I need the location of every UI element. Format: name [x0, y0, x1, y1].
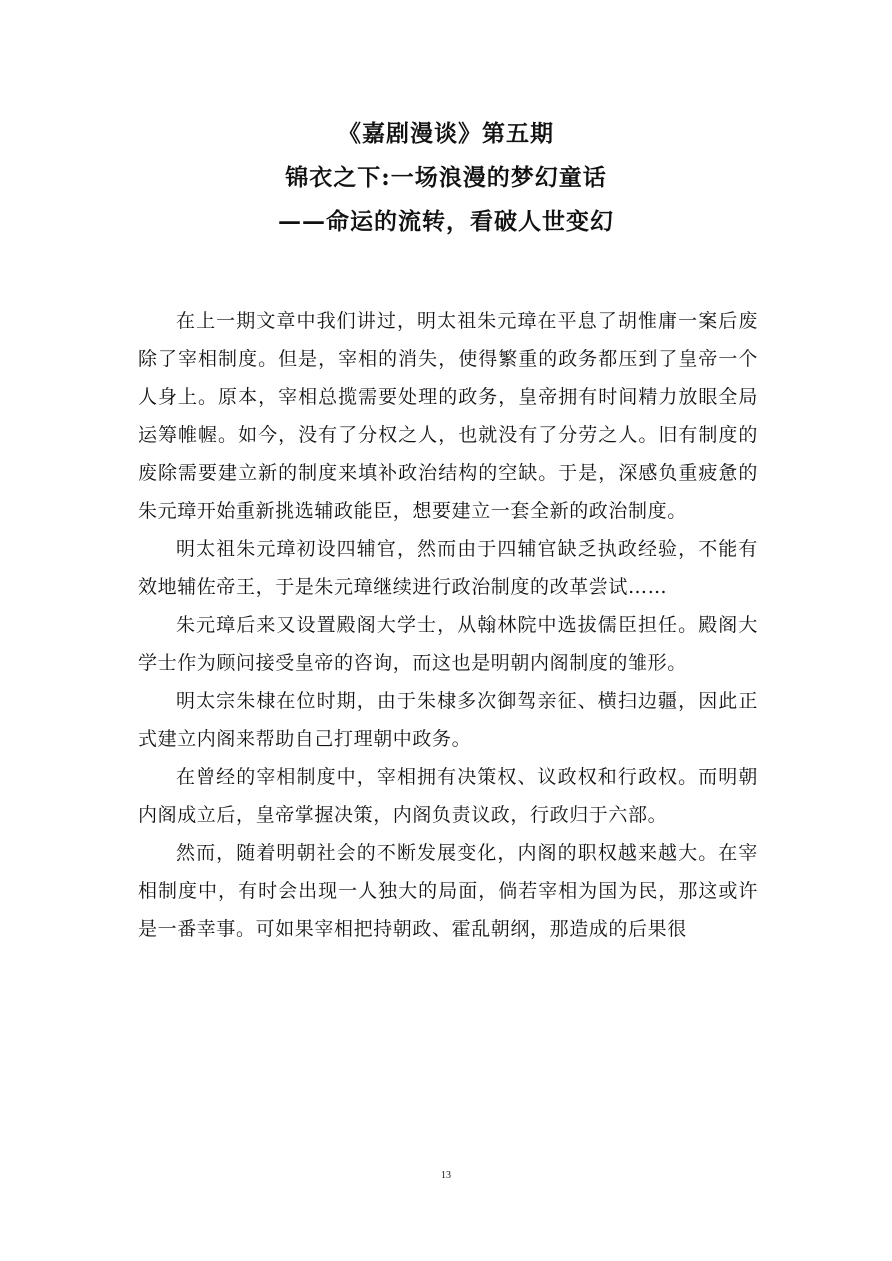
paragraph-5: 在曾经的宰相制度中，宰相拥有决策权、议政权和行政权。而明朝内阁成立后，皇帝掌握决策，内阁负责议政，行政归于六部。 [138, 766, 758, 826]
paragraph-6: 然而，随着明朝社会的不断发展变化，内阁的职权越来越大。在宰相制度中，有时会出现一人独大的局面，倘若宰相为国为民，那这或许是一番幸事。可如果宰相把持朝政、霍乱朝纲，那造成的后果很 [138, 842, 758, 940]
title-subtitle: ——命运的流转，看破人世变幻 [278, 208, 614, 235]
title-issue: 《嘉剧漫谈》第五期 [338, 120, 554, 147]
title-main: 锦衣之下:一场浪漫的梦幻童话 [285, 164, 607, 191]
title-block [0, 112, 892, 244]
page-number: 13 [441, 1170, 451, 1181]
paragraph-1: 在上一期文章中我们讲过，明太祖朱元璋在平息了胡惟庸一案后废除了宰相制度。但是，宰相的消失，使得繁重的政务都压到了皇帝一个人身上。原本，宰相总揽需要处理的政务，皇帝拥有时间精力放眼全局运筹帷幄。如今，没有了分权之人，也就没有了分劳之人。旧有制度的废除需要建立新的制度来填补政治结构的空缺。于是，深感负重疲惫的朱元璋开始重新挑选辅政能臣，想要建立一套全新的政治制度。 [138, 310, 758, 522]
paragraph-2: 明太祖朱元璋初设四辅官，然而由于四辅官缺乏执政经验，不能有效地辅佐帝王，于是朱元璋继续进行政治制度的改革尝试…… [138, 538, 758, 598]
article-body [138, 302, 758, 948]
paragraph-4: 明太宗朱棣在位时期，由于朱棣多次御驾亲征、横扫边疆，因此正式建立内阁来帮助自己打理朝中政务。 [138, 690, 758, 750]
paragraph-3: 朱元璋后来又设置殿阁大学士，从翰林院中选拔儒臣担任。殿阁大学士作为顾问接受皇帝的咨询，而这也是明朝内阁制度的雏形。 [138, 614, 758, 674]
